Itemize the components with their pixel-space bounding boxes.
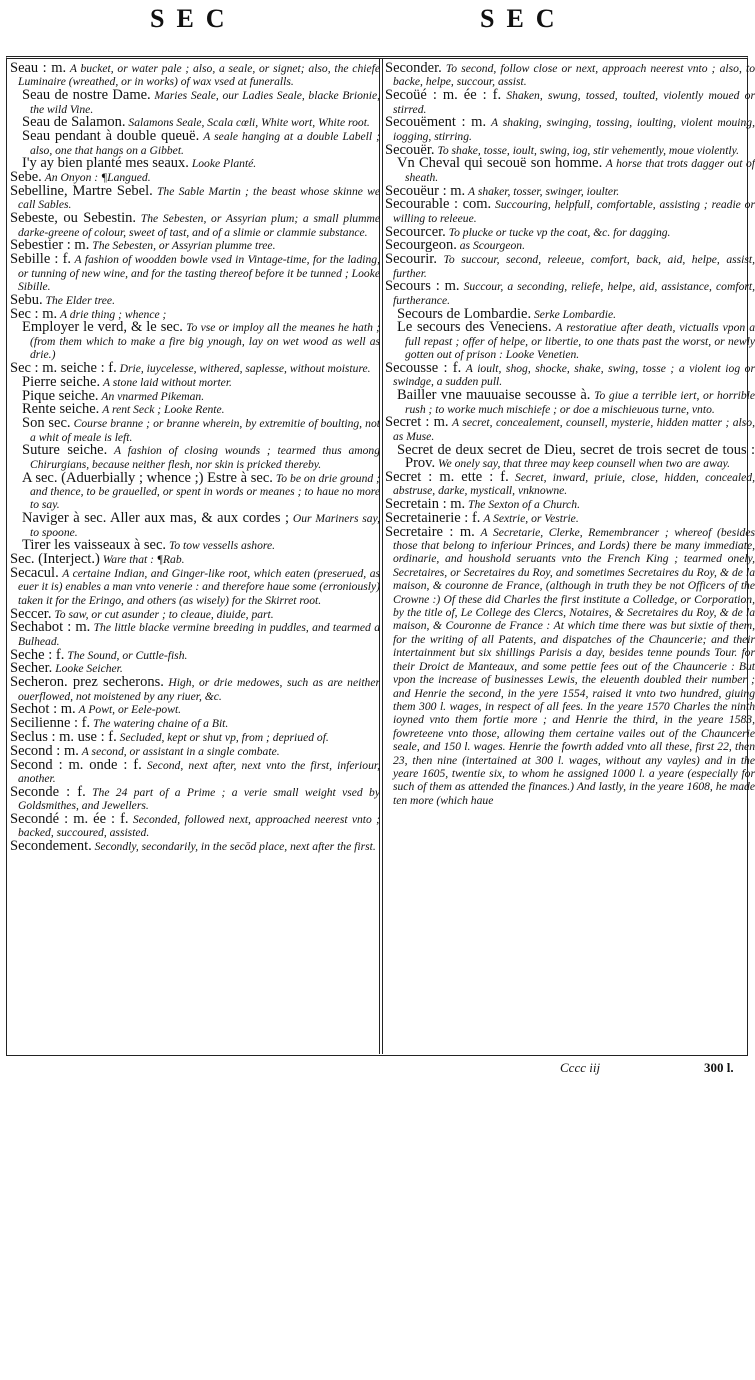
entry-headword: Secacul. bbox=[10, 565, 59, 582]
entry-definition: To vse or imploy all the meanes he hath ; (from them which to make a fire big ynough, lay on wet wood as well as drie.) bbox=[30, 321, 380, 362]
entry-definition: To saw, or cut asunder ; to cleaue, diuide, part. bbox=[54, 607, 274, 621]
dictionary-entry bbox=[385, 441, 755, 472]
entry-definition: A Powt, or Eele-powt. bbox=[78, 703, 182, 717]
dictionary-entry bbox=[10, 185, 380, 212]
entry-headword: Secretainerie : f. bbox=[385, 509, 481, 526]
entry-definition: A fashion of closing wounds ; tearmed thus among Chirurgians, because neither flesh, nor skin is pricked thereby. bbox=[30, 444, 380, 471]
entry-headword: Secouëur : m. bbox=[385, 182, 466, 199]
entry-definition: Succour, a seconding, reliefe, helpe, aid, assistance, comfort, furtherance. bbox=[393, 280, 755, 307]
entry-headword: A sec. (Aduerbially ; whence ;) Estre à sec. bbox=[22, 469, 273, 486]
entry-headword: Second : m. onde : f. bbox=[10, 756, 142, 773]
dictionary-entry bbox=[10, 813, 380, 840]
entry-headword: Suture seiche. bbox=[22, 442, 108, 459]
entry-definition: An Onyon : ¶Langued. bbox=[44, 171, 151, 185]
dictionary-entry bbox=[10, 444, 380, 471]
dictionary-entry bbox=[10, 253, 380, 293]
entry-definition: A Sextrie, or Vestrie. bbox=[483, 511, 579, 525]
entry-headword: Seau de nostre Dame. bbox=[22, 87, 151, 104]
dictionary-entry bbox=[10, 553, 380, 566]
entry-definition: To tow vessells ashore. bbox=[168, 539, 276, 553]
entry-definition: The Elder tree. bbox=[45, 293, 115, 307]
dictionary-entry bbox=[385, 198, 755, 225]
entry-headword: Sebille : f. bbox=[10, 251, 72, 268]
dictionary-entry bbox=[385, 280, 755, 307]
entry-definition: High, or drie medowes, such as are neither ouerflowed, not moistened by any riuer, &c. bbox=[18, 676, 380, 703]
entry-headword: Vn Cheval qui secouë son homme. bbox=[397, 155, 603, 172]
entry-headword: Second : m. bbox=[10, 742, 79, 759]
entry-headword: Sec : m. bbox=[10, 305, 58, 322]
entry-definition: A second, or assistant in a single combate. bbox=[81, 744, 280, 758]
entry-headword: Secourgeon. bbox=[385, 237, 457, 254]
entry-definition: A shaker, tosser, swinger, ioulter. bbox=[468, 184, 620, 198]
entry-definition: To giue a terrible iert, or horrible rush ; to worke much mischiefe ; or doe a mischieuous turne, vnto. bbox=[405, 389, 755, 416]
entry-definition: A shaking, swinging, tossing, ioulting, violent mouing, iogging, stirring. bbox=[393, 116, 755, 143]
dictionary-entry bbox=[10, 840, 380, 853]
entry-headword: Seau de Salamon. bbox=[22, 114, 126, 131]
entry-definition: To plucke or tucke vp the coat, &c. for dagging. bbox=[448, 225, 671, 239]
entry-definition: A horse that trots dagger out of sheath. bbox=[405, 157, 755, 184]
dictionary-entry bbox=[385, 239, 755, 252]
entry-definition: To be on drie ground ; and thence, to be grauelled, or spent in words or meanes ; to haue no more to say. bbox=[30, 471, 380, 512]
entry-definition: We onely say, that three may keep counsell when two are away. bbox=[437, 457, 731, 471]
entry-definition: A seale hanging at a double Labell ; also, one that hangs on a Gibbet. bbox=[30, 130, 380, 157]
entry-definition: A drie thing ; whence ; bbox=[60, 307, 167, 321]
dictionary-entry bbox=[385, 523, 755, 808]
entry-definition: The 24 part of a Prime ; a verie small weight vsed by Goldsmithes, and Jewellers. bbox=[18, 785, 380, 813]
entry-headword: Secret de deux secret de Dieu, secret de trois secret de tous : Prov. bbox=[397, 441, 755, 472]
entry-definition: To shake, tosse, ioult, swing, iog, stir vehemently, moue violently. bbox=[437, 143, 740, 157]
dictionary-entry bbox=[385, 116, 755, 143]
entry-headword: Secretaire : m. bbox=[385, 523, 475, 540]
entry-definition: Drie, iuycelesse, withered, saplesse, without moisture. bbox=[119, 362, 371, 376]
entry-headword: Son sec. bbox=[22, 415, 71, 432]
entry-headword: Sebu. bbox=[10, 291, 43, 308]
entry-definition: Looke Planté. bbox=[191, 157, 257, 171]
dictionary-entry bbox=[10, 417, 380, 444]
dictionary-entry bbox=[10, 783, 380, 813]
entry-headword: Secouër. bbox=[385, 141, 435, 158]
entry-definition: Ware that : ¶Rab. bbox=[102, 553, 185, 567]
entry-definition: A stone laid without morter. bbox=[103, 375, 232, 389]
dictionary-entry bbox=[10, 291, 380, 308]
entry-definition: To succour, second, releeue, comfort, back, aid, helpe, assist, further. bbox=[393, 253, 755, 280]
entry-headword: Secours de Lombardie. bbox=[397, 305, 532, 322]
entry-definition: An vnarmed Pikeman. bbox=[101, 389, 205, 403]
entry-headword: Seau : m. bbox=[10, 62, 67, 76]
entry-headword: Secilienne : f. bbox=[10, 715, 91, 732]
entry-headword: Sebe. bbox=[10, 169, 42, 186]
entry-headword: Secretain : m. bbox=[385, 496, 466, 513]
entry-definition: Looke Seicher. bbox=[55, 662, 123, 676]
dictionary-entry bbox=[385, 157, 755, 184]
entry-definition: Our Mariners say, to spoone. bbox=[30, 512, 380, 539]
dictionary-entry bbox=[385, 362, 755, 389]
entry-definition: Succouring, helpfull, comfortable, assisting ; readie or willing to releeue. bbox=[393, 198, 755, 225]
entry-headword: Bailler vne mauuaise secousse à. bbox=[397, 387, 591, 404]
entry-headword: Sechabot : m. bbox=[10, 619, 91, 636]
running-head-left: SEC bbox=[150, 4, 237, 33]
entry-headword: Secourable : com. bbox=[385, 196, 492, 213]
entry-definition: A rent Seck ; Looke Rente. bbox=[102, 403, 225, 417]
entry-definition: A certaine Indian, and Ginger-like root, which eaten (preserued, as euer it is) enables a man vnto venerie : and therefore haue some (erroniously) taken it for the Eringo, and others (as wisely) for the Skirret root. bbox=[18, 567, 380, 607]
entry-definition: The Sebesten, or Assyrian plum; a small plumme darke-greene of colour, sweet of tast, and of a slimie or clammie substance. bbox=[18, 212, 380, 239]
entry-headword: I'y ay bien planté mes seaux. bbox=[22, 155, 189, 172]
page-number: 300 l. bbox=[704, 1060, 734, 1075]
entry-definition: Secondly, secondarily, in the secōd place, next after the first. bbox=[94, 840, 376, 854]
entry-definition: Secret, inward, priuie, close, hidden, concealed, abstruse, darke, mysticall, vnknowne. bbox=[393, 470, 755, 498]
dictionary-entry bbox=[10, 62, 380, 89]
entry-headword: Secondé : m. ée : f. bbox=[10, 811, 129, 828]
entry-headword: Secher. bbox=[10, 660, 53, 677]
dictionary-entry bbox=[10, 756, 380, 786]
entry-definition: The Sexton of a Church. bbox=[468, 498, 580, 512]
dictionary-entry bbox=[385, 62, 755, 89]
entry-headword: Sebeste, ou Sebestin. bbox=[10, 210, 137, 227]
entry-definition: Second, next after, next vnto the first, inferiour, another. bbox=[18, 758, 380, 786]
entry-headword: Tirer les vaisseaux à sec. bbox=[22, 537, 167, 554]
entry-headword: Secousse : f. bbox=[385, 360, 462, 377]
entry-definition: Serke Lombardie. bbox=[534, 307, 616, 321]
entry-headword: Secourir. bbox=[385, 251, 437, 268]
dictionary-entry bbox=[385, 468, 755, 498]
dictionary-entry bbox=[385, 389, 755, 416]
entry-definition: The Sebesten, or Assyrian plumme tree. bbox=[92, 239, 276, 253]
dictionary-entry bbox=[10, 321, 380, 361]
entry-definition: Secluded, kept or shut vp, from ; depriued of. bbox=[119, 731, 329, 745]
dictionary-entry bbox=[10, 646, 380, 663]
entry-definition: The Sound, or Cuttle-fish. bbox=[67, 648, 188, 662]
entry-headword: Pique seiche. bbox=[22, 387, 99, 404]
entry-headword: Employer le verd, & le sec. bbox=[22, 319, 183, 336]
entry-headword: Seclus : m. use : f. bbox=[10, 729, 117, 746]
dictionary-entry bbox=[10, 512, 380, 539]
entry-definition: A fashion of woodden bowle vsed in Vintage-time, for the lading, or tunning of new wine, and for the tasting thereof before it be tunned ; Looke Sibille. bbox=[18, 253, 380, 294]
running-head-right: SEC bbox=[480, 4, 567, 33]
entry-definition: Salamons Seale, Scala cœli, White wort, White root. bbox=[128, 116, 370, 130]
entry-definition: The little blacke vermine breeding in puddles, and tearmed a Bulhead. bbox=[18, 621, 380, 648]
entry-headword: Secret : m. ette : f. bbox=[385, 468, 509, 485]
entry-definition: A bucket, or water pale ; also, a seale, or signet; also, the chiefe Luminaire (wreathed, or in works) of wax vsed at funeralls. bbox=[18, 62, 380, 89]
entry-definition: A ioult, shog, shocke, shake, swing, tosse ; a violent iog or swindge, a sudden pull. bbox=[393, 362, 755, 389]
entry-headword: Le secours des Veneciens. bbox=[397, 319, 552, 336]
entry-headword: Secret : m. bbox=[385, 414, 449, 431]
dictionary-entry bbox=[10, 212, 380, 239]
column-divider bbox=[382, 58, 383, 1054]
dictionary-entry bbox=[385, 321, 755, 361]
dictionary-entry bbox=[10, 621, 380, 648]
dictionary-entry bbox=[10, 157, 380, 170]
dictionary-entry bbox=[10, 130, 380, 157]
entry-headword: Sec : m. seiche : f. bbox=[10, 360, 117, 377]
entry-definition: A restoratiue after death, victualls vpon a full repast ; offer of helpe, or libertie, to one thats past the worst, or newly gotten out of prison : Looke Venetien. bbox=[405, 321, 755, 362]
entry-headword: Secours : m. bbox=[385, 278, 460, 295]
entry-headword: Seau pendant à double queuë. bbox=[22, 128, 200, 145]
entry-definition: The watering chaine of a Bit. bbox=[93, 717, 229, 731]
dictionary-entry bbox=[385, 253, 755, 280]
right-column bbox=[385, 62, 755, 1052]
dictionary-entry bbox=[385, 416, 755, 443]
entry-headword: Sechot : m. bbox=[10, 701, 76, 718]
entry-definition: The Sable Martin ; the beast whose skinne we call Sables. bbox=[18, 185, 380, 212]
entry-definition: Shaken, swung, tossed, toulted, violently moued or stirred. bbox=[393, 89, 755, 116]
entry-definition: A secret, concealement, counsell, mysterie, hidden matter ; also, as Muse. bbox=[393, 416, 755, 443]
dictionary-entry bbox=[10, 469, 380, 512]
entry-headword: Rente seiche. bbox=[22, 401, 100, 418]
dictionary-entry bbox=[385, 89, 755, 116]
entry-headword: Seconder. bbox=[385, 62, 442, 76]
entry-definition: A Secretarie, Clerke, Remembrancer ; whereof (besides those that belong to inferiour Princes, and Lords) there be many immediate, ordinarie, and houshold seruants vnto the French King ; tearmed onely, Secretaires, or Secretaires du Roy, and sometimes Secretaires du Roy, & de la maison, & couronne de France, (although in truth they be not Officers of the Crowne :) Of these did Charles the first institute a Colledge, or Corporation, by the title of, Le College des Clercs, Notaires, & Secretaires du Roy, & de la maison, & Couronne de France : At which time there was but sixtie of them, for the writing of all Patents, and dispatches of the Chauncerie; and their intertainment but six shillings Parisis a day, besides tenne pounds Tour. for their Droict de Manteaux, and some pettie fees out of the Chauncerie : But vpon the increase of businesses Lewis, the eleuenth doubled their number ; and Henrie the second, in the yere 1554, raised it vnto two hundred, giuing them 300 l. wages, in respect of all fees. In the yeare 1570 Charles the ninth ioyned vnto them fortie more ; and Henrie the third, in the yeare 1583, fowreteene vnto those, allowing them certaine vailes out of the Chauncerie seale, and 150 l. wages. Henrie the fowrth added vnto all these, first 22, then 23, then nine (intertained at 300 l. wages, without any vayles) and in the yeare 1605, twentie six, to whom he assigned 1000 l. a yeare (especially for such of them as attended the finances.) And lastly, in the yeare 1608, he made ten more (which haue bbox=[393, 525, 755, 807]
entry-headword: Secoüé : m. ée : f. bbox=[385, 87, 502, 104]
entry-definition: Maries Seale, our Ladies Seale, blacke Brionie, the wild Vine. bbox=[30, 89, 380, 116]
entry-headword: Secondement. bbox=[10, 838, 92, 855]
dictionary-entry bbox=[10, 89, 380, 116]
entry-headword: Secheron. prez secherons. bbox=[10, 674, 164, 691]
entry-headword: Sebelline, Martre Sebel. bbox=[10, 183, 153, 199]
entry-definition: To second, follow close or next, approach neerest vnto ; also, to backe, helpe, succour, assist. bbox=[393, 62, 755, 89]
left-column bbox=[10, 62, 380, 1052]
dictionary-entry bbox=[10, 676, 380, 703]
entry-headword: Seche : f. bbox=[10, 646, 65, 663]
signature-mark: Cccc iij bbox=[560, 1060, 601, 1075]
entry-definition: Course branne ; or branne wherein, by extremitie of boulting, not a whit of meale is left. bbox=[30, 417, 380, 444]
entry-headword: Seconde : f. bbox=[10, 783, 86, 800]
entry-headword: Seccer. bbox=[10, 605, 52, 622]
entry-headword: Secouëment : m. bbox=[385, 114, 487, 131]
entry-headword: Sec. (Interject.) bbox=[10, 551, 100, 568]
entry-definition: as Scourgeon. bbox=[459, 239, 525, 253]
dictionary-entry bbox=[10, 567, 380, 607]
entry-headword: Pierre seiche. bbox=[22, 373, 101, 390]
entry-headword: Sebestier : m. bbox=[10, 237, 90, 254]
entry-headword: Naviger à sec. Aller aux mas, & aux cordes ; bbox=[22, 510, 290, 527]
entry-definition: Seconded, followed next, approached neerest vnto ; backed, succoured, assisted. bbox=[18, 813, 380, 840]
entry-headword: Secourcer. bbox=[385, 223, 446, 240]
